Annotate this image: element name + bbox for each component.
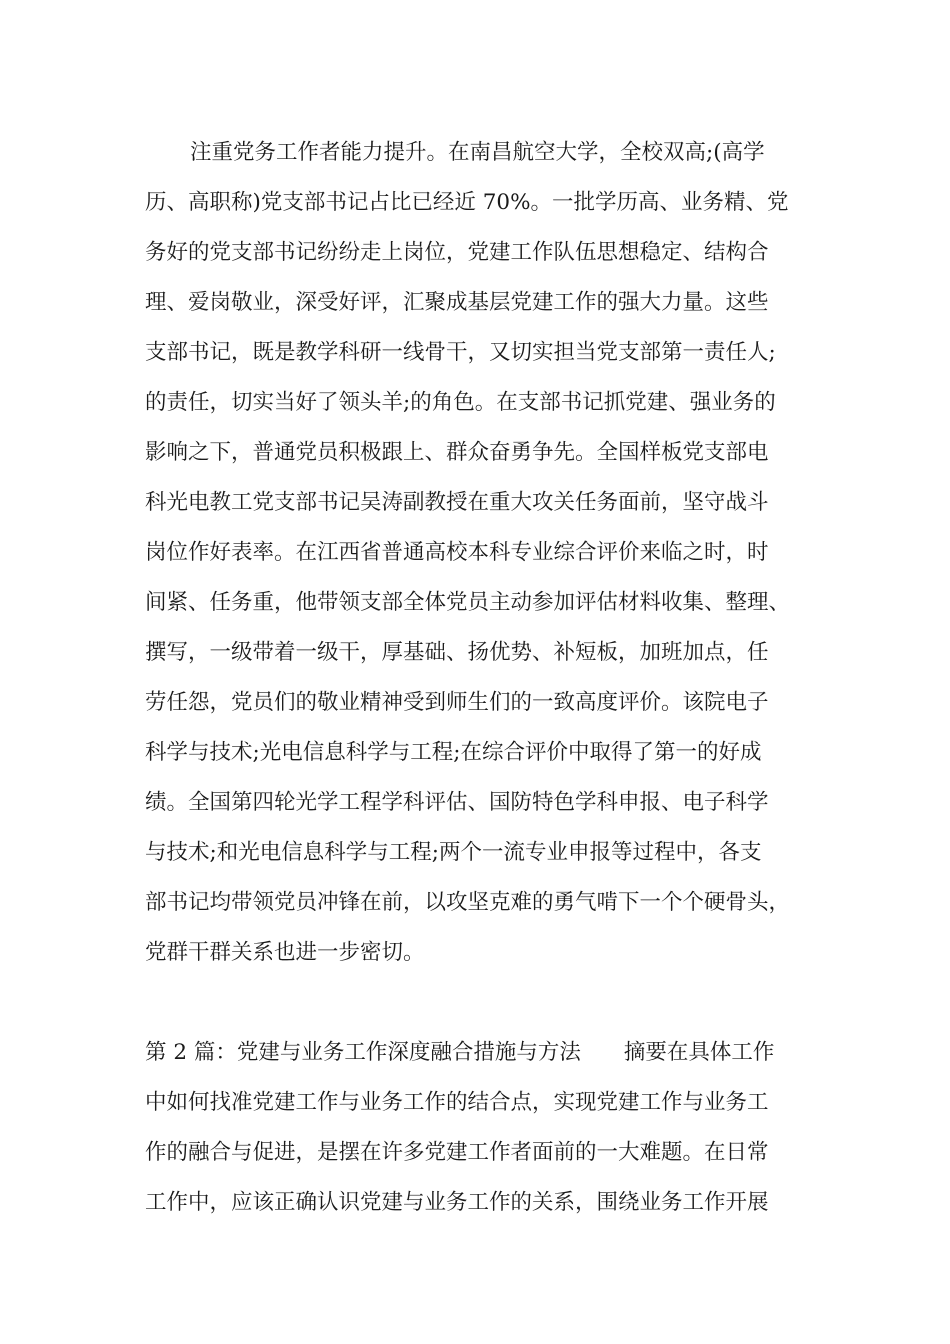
paragraph-1-line-3: 务好的党支部书记纷纷走上岗位，党建工作队伍思想稳定、结构合 <box>145 240 769 265</box>
paragraph-1-line-14: 绩。全国第四轮光学工程学科评估、国防特色学科申报、电子科学 <box>145 790 769 815</box>
paragraph-1-line-6: 的责任，切实当好了领头羊;的角色。在支部书记抓党建、强业务的 <box>145 390 776 415</box>
paragraph-1-line-8: 科光电教工党支部书记吴涛副教授在重大攻关任务面前，坚守战斗 <box>145 490 769 515</box>
paragraph-2-line-3: 作的融合与促进，是摆在许多党建工作者面前的一大难题。在日常 <box>145 1140 769 1165</box>
paragraph-1-line-16: 部书记均带领党员冲锋在前，以攻坚克难的勇气啃下一个个硬骨头， <box>145 890 791 915</box>
paragraph-1-line-15: 与技术;和光电信息科学与工程;两个一流专业申报等过程中，各支 <box>145 840 762 865</box>
paragraph-1-line-11: 撰写，一级带着一级干，厚基础、扬优势、补短板，加班加点，任 <box>145 640 769 665</box>
paragraph-1-line-5: 支部书记，既是教学科研一线骨干，又切实担当党支部第一责任人; <box>145 340 776 365</box>
paragraph-1-line-7: 影响之下，普通党员积极跟上、群众奋勇争先。全国样板党支部电 <box>145 440 769 465</box>
paragraph-1-line-9: 岗位作好表率。在江西省普通高校本科专业综合评价来临之时，时 <box>145 540 769 565</box>
paragraph-2-line-4: 工作中，应该正确认识党建与业务工作的关系，围绕业务工作开展 <box>145 1190 769 1215</box>
paragraph-1-line-10: 间紧、任务重，他带领支部全体党员主动参加评估材料收集、整理、 <box>145 590 791 615</box>
paragraph-1-line-1: 注重党务工作者能力提升。在南昌航空大学，全校双高;(高学 <box>190 140 765 165</box>
paragraph-1-line-12: 劳任怨，党员们的敬业精神受到师生们的一致高度评价。该院电子 <box>145 690 769 715</box>
paragraph-2-line-2: 中如何找准党建工作与业务工作的结合点，实现党建工作与业务工 <box>145 1090 769 1115</box>
paragraph-1-line-4: 理、爱岗敬业，深受好评，汇聚成基层党建工作的强大力量。这些 <box>145 290 769 315</box>
paragraph-1-line-13: 科学与技术;光电信息科学与工程;在综合评价中取得了第一的好成 <box>145 740 762 765</box>
paragraph-1-line-2: 历、高职称)党支部书记占比已经近 70%。一批学历高、业务精、党 <box>145 190 789 215</box>
paragraph-1-line-17: 党群干群关系也进一步密切。 <box>145 940 425 965</box>
paragraph-2-line-1: 第 2 篇：党建与业务工作深度融合措施与方法 摘要在具体工作 <box>145 1040 775 1065</box>
